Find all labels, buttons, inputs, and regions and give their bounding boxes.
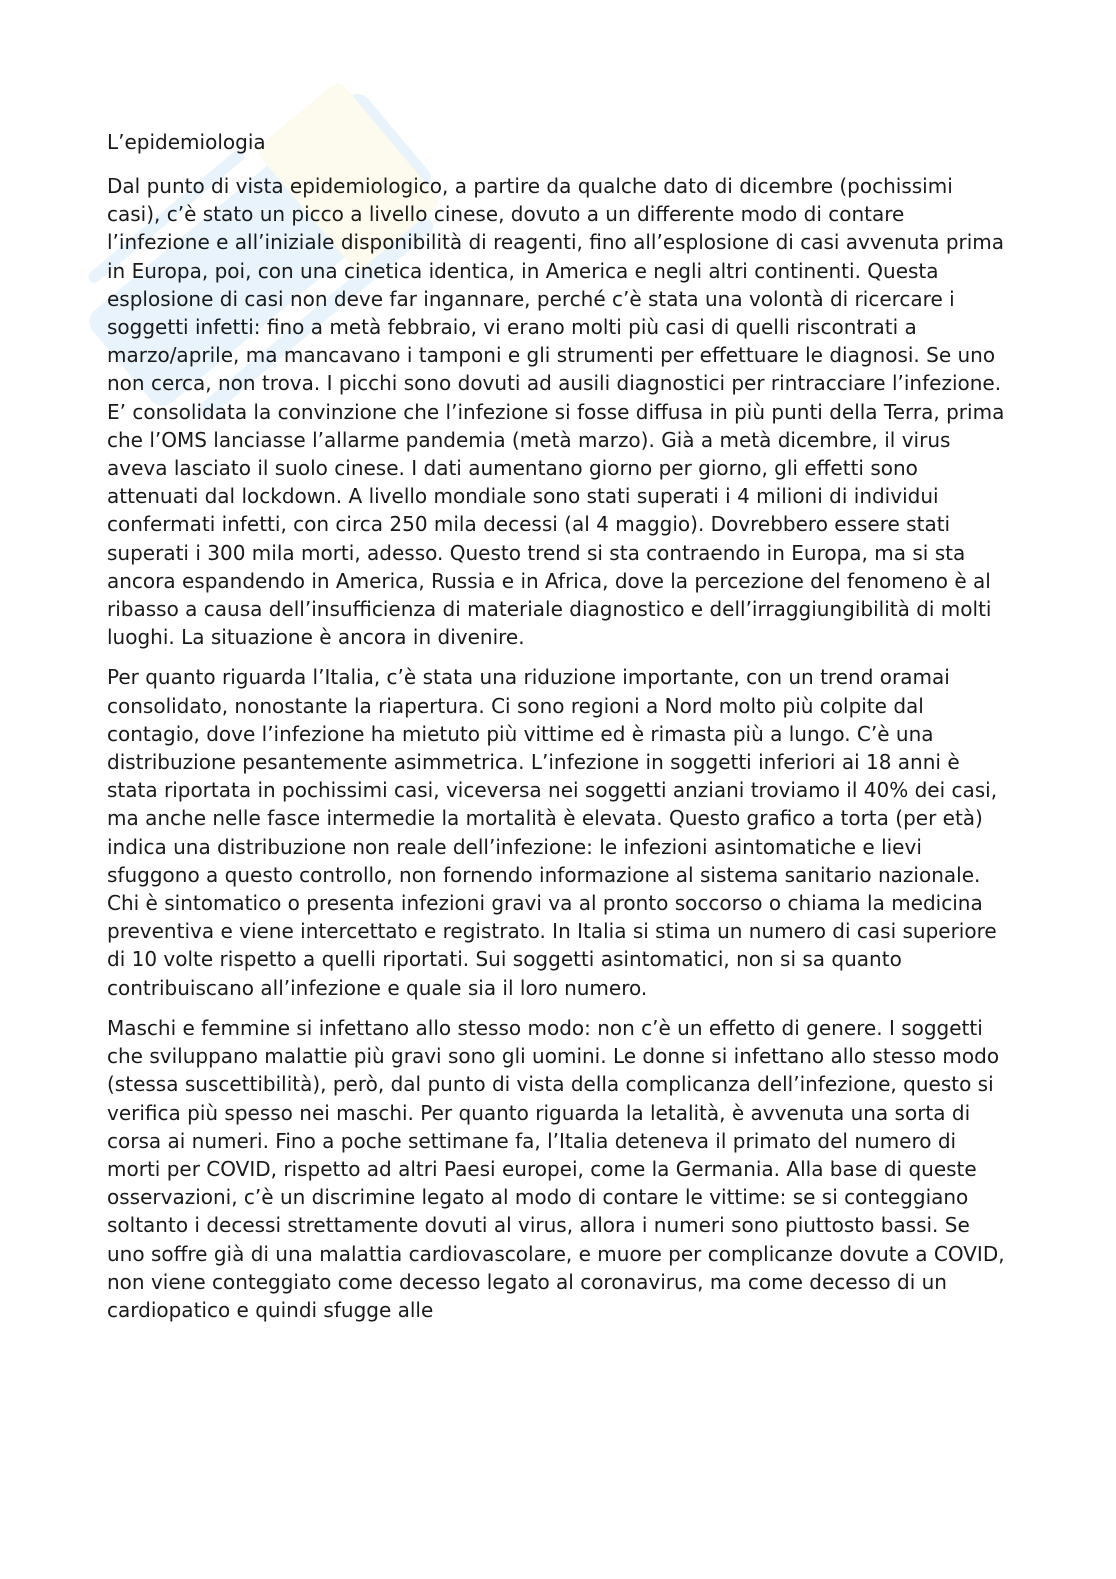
paragraph-gender-lethality: Maschi e femmine si infettano allo stesso modo: non c’è un effetto di genere. I soggetti che sviluppano malattie più gravi sono gli uomini. Le donne si infettano allo stesso modo (stessa suscettibilità), però, dal punto di vista della complicanza dell’infezione, questo si verifica più spesso nei maschi. Per quanto riguarda la letalità, è avvenuta una sorta di corsa ai numeri. Fino a poche settimane fa, l’Italia deteneva il primato del numero di morti per COVID, rispetto ad altri Paesi europei, come la Germania. Alla base di queste osservazioni, c’è un discrimine legato al modo di contare le vittime: se si conteggiano soltanto i decessi strettamente dovuti al virus, allora i numeri sono piuttosto bassi. Se uno soffre già di una malattia cardiovascolare, e muore per complicanze dovute a COVID, non viene conteggiato come decesso legato al coronavirus, ma come decesso di un cardiopatico e quindi sfugge alle xyxy=(107,1015,1005,1322)
paragraph-epidemiology-italy: Per quanto riguarda l’Italia, c’è stata una riduzione importante, con un trend oramai consolidato, nonostante la riapertura. Ci sono regioni a Nord molto più colpite dal contagio, dove l’infezione ha mietuto più vittime ed è rimasta più a lungo. C’è una distribuzione pesantemente asimmetrica. L’infezione in soggetti inferiori ai 18 anni è stata riportata in pochissimi casi, viceversa nei soggetti anziani troviamo il 40% dei casi, ma anche nelle fasce intermedie la mortalità è elevata. Questo grafico a torta (per età) indica una distribuzione non reale dell’infezione: le infezioni asintomatiche e lievi sfuggono a questo controllo, non fornendo informazione al sistema sanitario nazionale. Chi è sintomatico o presenta infezioni gravi va al pronto soccorso o chiama la medicina preventiva e viene intercettato e registrato. In Italia si stima un numero di casi superiore di 10 volte rispetto a quelli riportati. Sui soggetti asintomatici, non si sa quanto contribuiscano all’infezione e quale sia il loro numero. xyxy=(107,665,998,1000)
document-page xyxy=(107,128,1012,1336)
document-title: L’epidemiologia xyxy=(107,130,266,154)
paragraph-epidemiology-world: Dal punto di vista epidemiologico, a partire da qualche dato di dicembre (pochissimi casi), c’è stato un picco a livello cinese, dovuto a un differente modo di contare l’infezione e all’iniziale disponibilità di reagenti, fino all’esplosione di casi avvenuta prima in Europa, poi, con una cinetica identica, in America e negli altri continenti. Questa esplosione di casi non deve far ingannare, perché c’è stata una volontà di ricercare i soggetti infetti: fino a metà febbraio, vi erano molti più casi di quelli riscontrati a marzo/aprile, ma mancavano i tamponi e gli strumenti per effettuare le diagnosi. Se uno non cerca, non trova. I picchi sono dovuti ad ausili diagnostici per rintracciare l’infezione. E’ consolidata la convinzione che l’infezione si fosse diffusa in più punti della Terra, prima che l’OMS lanciasse l’allarme pandemia (metà marzo). Già a metà dicembre, il virus aveva lasciato il suolo cinese. I dati aumentano giorno per giorno, gli effetti sono attenuati dal lockdown. A livello mondiale sono stati superati i 4 milioni di individui confermati infetti, con circa 250 mila decessi (al 4 maggio). Dovrebbero essere stati superati i 300 mila morti, adesso. Questo trend si sta contraendo in Europa, ma si sta ancora espandendo in America, Russia e in Africa, dove la percezione del fenomeno è al ribasso a causa dell’insufficienza di materiale diagnostico e dell’irraggiungibilità di molti luoghi. La situazione è ancora in divenire. xyxy=(107,174,1005,650)
